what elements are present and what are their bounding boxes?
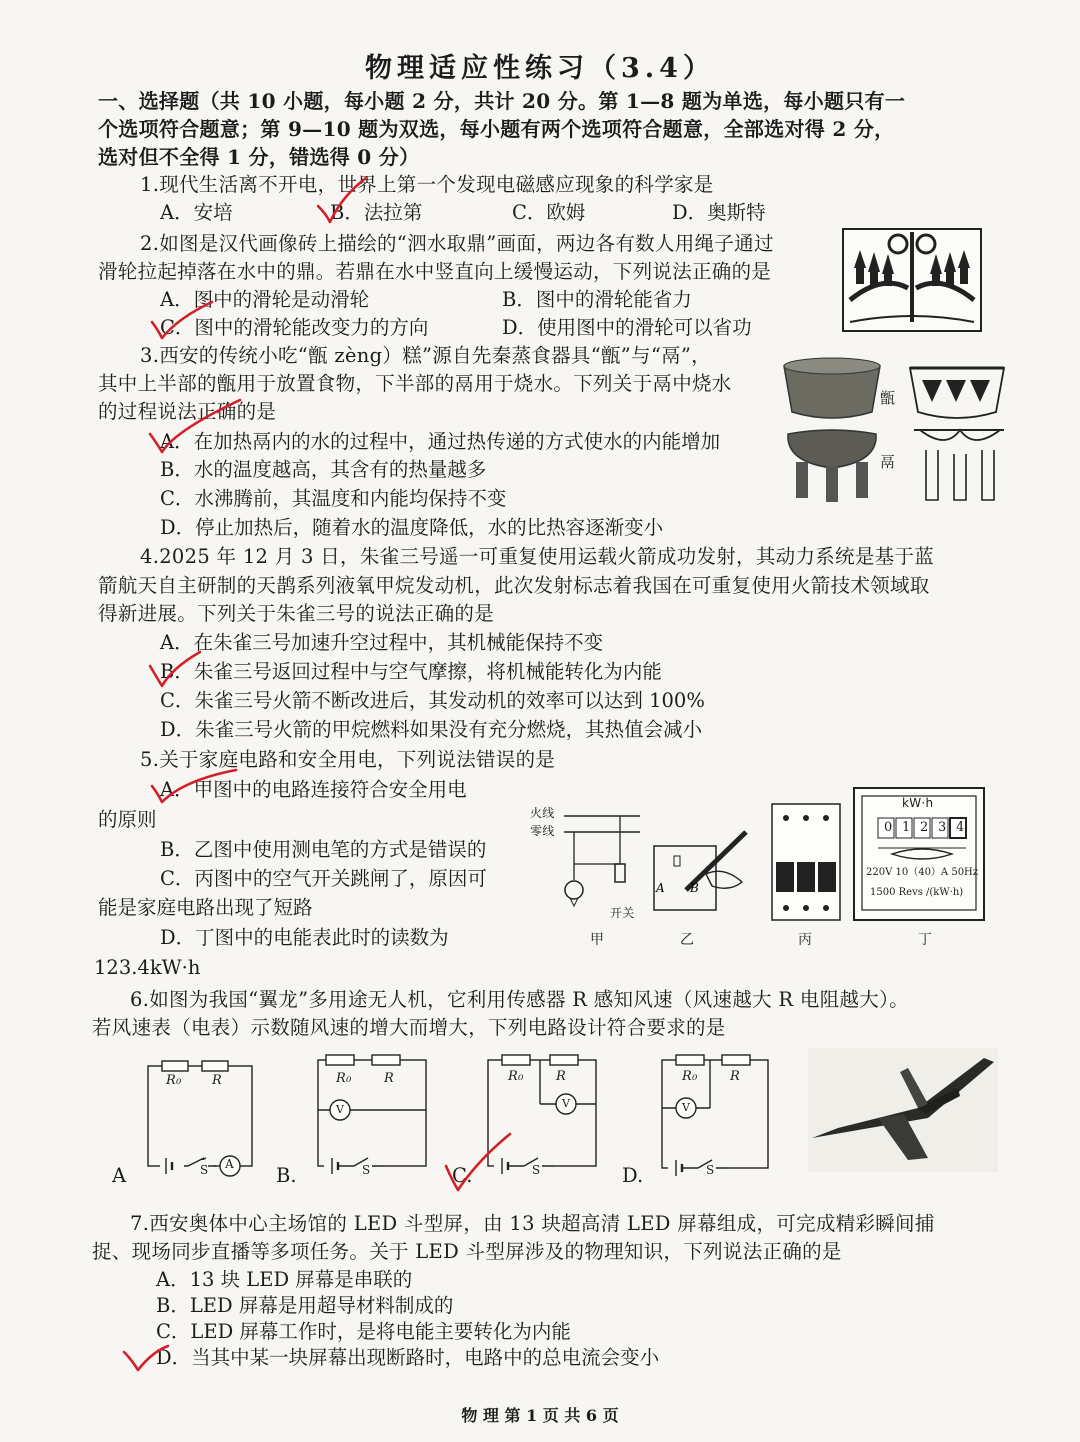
q6-figure-drone-photo (808, 1048, 998, 1172)
q5-option-c-cont: 能是家庭电路出现了短路 (98, 896, 313, 919)
q4-option-c[interactable]: C．朱雀三号火箭不断改进后，其发动机的效率可以达到 100% (160, 689, 705, 712)
q6-option-a[interactable]: A (112, 1164, 127, 1187)
q3-figure-zeng-li-vessels (776, 350, 1016, 510)
section-header-line-3: 选对但不全得 1 分，错选得 0 分） (98, 145, 420, 169)
q6-a-r0-label: R₀ (166, 1073, 182, 1088)
q6-a-r-label: R (212, 1073, 223, 1088)
q7-option-a[interactable]: A．13 块 LED 屏幕是串联的 (156, 1268, 413, 1291)
q5-meter-spec-1: 220V 10（40）A 50Hz (866, 867, 979, 878)
q3-stem-3: 的过程说法正确的是 (98, 400, 277, 423)
q7-option-c[interactable]: C．LED 屏幕工作时，是将电能主要转化为内能 (156, 1320, 571, 1343)
q5-option-a[interactable]: A．甲图中的电路连接符合安全用电 (160, 778, 467, 801)
q5-figure-yi-test-pen (650, 826, 760, 916)
q5-meter-digit-0: 0 (884, 820, 893, 835)
q1-option-d[interactable]: D．奥斯特 (672, 201, 766, 224)
q6-d-r-label: R (730, 1069, 741, 1084)
q6-c-s-label: S (532, 1163, 541, 1177)
q6-c-r-label: R (556, 1069, 567, 1084)
q4-option-b[interactable]: B．朱雀三号返回过程中与空气摩擦，将机械能转化为内能 (160, 660, 662, 683)
q4-stem-3: 得新进展。下列关于朱雀三号的说法正确的是 (98, 602, 495, 625)
q3-stem-1: 3.西安的传统小吃“甑 zèng）糕”源自先秦蒸食器具“甑”与“鬲”， (140, 344, 711, 367)
q6-option-b[interactable]: B. (276, 1164, 297, 1187)
q5-stem: 5.关于家庭电路和安全用电，下列说法错误的是 (140, 748, 556, 771)
q7-option-b[interactable]: B．LED 屏幕是用超导材料制成的 (156, 1294, 454, 1317)
page-title: 物理适应性练习（3.4） (365, 53, 715, 84)
q6-b-voltmeter-label: V (336, 1103, 345, 1116)
q5-meter-digit-1: 1 (902, 820, 911, 835)
svg-text:A: A (656, 881, 665, 895)
q3-option-b[interactable]: B．水的温度越高，其含有的热量越多 (160, 458, 487, 481)
q6-a-s-label: S (200, 1163, 209, 1177)
q6-c-voltmeter-label: V (562, 1097, 571, 1110)
q6-d-voltmeter-label: V (682, 1101, 691, 1114)
q2-stem-2: 滑轮拉起掉落在水中的鼎。若鼎在水中竖直向上缓慢运动，下列说法正确的是 (98, 260, 772, 283)
q5-option-d-cont: 123.4kW·h (94, 956, 201, 979)
q6-b-s-label: S (362, 1163, 371, 1177)
q6-option-d[interactable]: D. (622, 1164, 644, 1187)
q1-stem: 1.现代生活离不开电，世界上第一个发现电磁感应现象的科学家是 (140, 173, 714, 196)
q6-stem-1: 6.如图为我国“翼龙”多用途无人机，它利用传感器 R 感知风速（风速越大 R 电阻越大）。 (130, 988, 909, 1011)
q5-meter-digit-4: 4 (956, 820, 965, 835)
q5-fig-label-bing: 丙 (798, 932, 813, 948)
q2-option-a[interactable]: A．图中的滑轮是动滑轮 (160, 288, 370, 311)
q5-option-b[interactable]: B．乙图中使用测电笔的方式是错误的 (160, 838, 487, 861)
q6-circuit-c (476, 1050, 604, 1180)
q7-stem-1: 7.西安奥体中心主场馆的 LED 斗型屏，由 13 块超高清 LED 屏幕组成，可完成精彩瞬间捕 (130, 1212, 935, 1235)
q3-label-li: 鬲 (880, 453, 896, 471)
q4-option-d[interactable]: D．朱雀三号火箭的甲烷燃料如果没有充分燃烧，其热值会减小 (160, 718, 703, 741)
q5-fig-label-jia: 甲 (590, 932, 605, 948)
q5-label-switch: 开关 (610, 906, 635, 920)
q2-option-b[interactable]: B．图中的滑轮能省力 (502, 288, 692, 311)
q3-label-zeng: 甑 (880, 389, 896, 407)
q6-d-s-label: S (706, 1163, 715, 1177)
q6-d-r0-label: R₀ (682, 1069, 698, 1084)
q6-option-c[interactable]: C. (452, 1164, 473, 1187)
q5-option-c[interactable]: C．丙图中的空气开关跳闸了，原因可 (160, 867, 487, 890)
q3-option-c[interactable]: C．水沸腾前，其温度和内能均保持不变 (160, 487, 507, 510)
q2-stem-1: 2.如图是汉代画像砖上描绘的“泗水取鼎”画面，两边各有数人用绳子通过 (140, 232, 774, 255)
q6-circuit-a (140, 1058, 256, 1182)
q3-option-a[interactable]: A．在加热鬲内的水的过程中，通过热传递的方式使水的内能增加 (160, 430, 721, 453)
q5-option-a-cont: 的原则 (98, 808, 157, 831)
q4-option-a[interactable]: A．在朱雀三号加速升空过程中，其机械能保持不变 (160, 631, 604, 654)
q5-meter-unit: kW·h (902, 796, 934, 810)
section-header-line-1: 一、选择题（共 10 小题，每小题 2 分，共计 20 分。第 1—8 题为单选，每小题只有一 (98, 89, 906, 113)
q1-option-b[interactable]: B．法拉第 (330, 201, 423, 224)
q5-option-d[interactable]: D．丁图中的电能表此时的读数为 (160, 926, 449, 949)
q2-option-c[interactable]: C．图中的滑轮能改变力的方向 (160, 316, 429, 339)
q3-option-d[interactable]: D．停止加热后，随着水的温度降低，水的比热容逐渐变小 (160, 516, 664, 539)
q3-stem-2: 其中上半部的甑用于放置食物，下半部的鬲用于烧水。下列关于鬲中烧水 (98, 372, 732, 395)
q5-label-live-wire: 火线 (530, 806, 555, 820)
section-header-line-2: 个选项符合题意；第 9—10 题为双选，每小题有两个选项符合题意，全部选对得 2 分， (98, 117, 895, 141)
q4-stem-1: 4.2025 年 12 月 3 日，朱雀三号遥一可重复使用运载火箭成功发射，其动力系统是基于蓝 (140, 545, 935, 568)
q4-stem-2: 箭航天自主研制的天鹊系列液氧甲烷发动机，此次发射标志着我国在可重复使用火箭技术领域取 (98, 574, 930, 597)
q2-option-d[interactable]: D．使用图中的滑轮可以省功 (502, 316, 752, 339)
q6-a-ammeter-label: A (225, 1157, 234, 1171)
q7-stem-2: 捉、现场同步直播等多项任务。关于 LED 斗型屏涉及的物理知识，下列说法正确的是 (92, 1240, 842, 1263)
q5-fig-label-yi: 乙 (680, 932, 695, 948)
q6-b-r-label: R (384, 1071, 395, 1086)
q6-stem-2: 若风速表（电表）示数随风速的增大而增大，下列电路设计符合要求的是 (92, 1016, 726, 1039)
svg-text:B: B (690, 881, 699, 895)
q6-b-r0-label: R₀ (336, 1071, 352, 1086)
q1-option-c[interactable]: C．欧姆 (512, 201, 586, 224)
q5-fig-label-ding: 丁 (918, 932, 933, 948)
q5-figure-bing-air-switch (770, 802, 842, 926)
q5-meter-digit-2: 2 (920, 820, 929, 835)
q5-label-neutral-wire: 零线 (530, 824, 555, 838)
q5-meter-spec-2: 1500 Revs /(kW·h) (870, 887, 964, 898)
q6-c-r0-label: R₀ (508, 1069, 524, 1084)
q2-figure-pulley-relief (842, 228, 982, 332)
q1-option-a[interactable]: A．安培 (160, 201, 233, 224)
q7-option-d[interactable]: D．当其中某一块屏幕出现断路时，电路中的总电流会变小 (156, 1346, 660, 1369)
page-footer: 物 理 第 1 页 共 6 页 (461, 1406, 619, 1425)
q5-meter-digit-3: 3 (938, 820, 947, 835)
